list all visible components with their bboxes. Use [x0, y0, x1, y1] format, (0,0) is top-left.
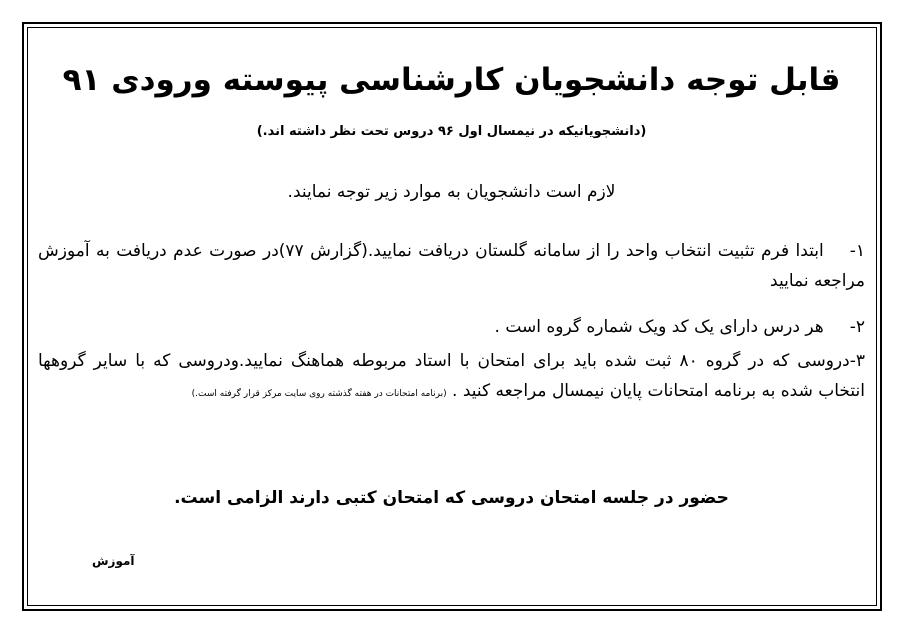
announcement-subtitle: (دانشجویانیکه در نیمسال اول ۹۶ دروس تحت نظر داشته اند.)	[256, 124, 647, 139]
announcement-title: قابل توجه دانشجویان کارشناسی پیوسته ورودی ۹۱	[62, 62, 841, 98]
notice-text: لازم است دانشجویان به موارد زیر توجه نمایند.	[287, 182, 616, 202]
final-note: حضور در جلسه امتحان دروسی که امتحان کتبی دارند الزامی است.	[174, 488, 729, 508]
signature: آموزش	[92, 554, 135, 568]
item-text: -دروسی که در گروه ۸۰ ثبت شده باید برای امتحان با استاد مربوطه هماهنگ نمایید.ودروسی که با سایر گروهها انتخاب شده به برنامه امتحانات پایان نیمسال مراجعه کنید .	[38, 351, 865, 401]
exam-schedule-note: (برنامه امتحانات در هفته گذشته روی سایت مرکز قرار گرفته است.)	[191, 389, 447, 399]
list-item	[38, 346, 865, 409]
item-text: ابتدا فرم تثبیت انتخاب واحد را از سامانه گلستان دریافت نمایید.(گزارش ۷۷)در صورت عدم دریافت به آموزش مراجعه نمایید	[38, 241, 865, 291]
item-number: ۲-	[849, 317, 865, 337]
item-text: هر درس دارای یک کد ویک شماره گروه است .	[494, 317, 824, 337]
list-item	[38, 312, 865, 342]
list-item	[38, 236, 865, 296]
item-number: ۱-	[849, 241, 865, 261]
item-number: ۳	[855, 351, 865, 371]
